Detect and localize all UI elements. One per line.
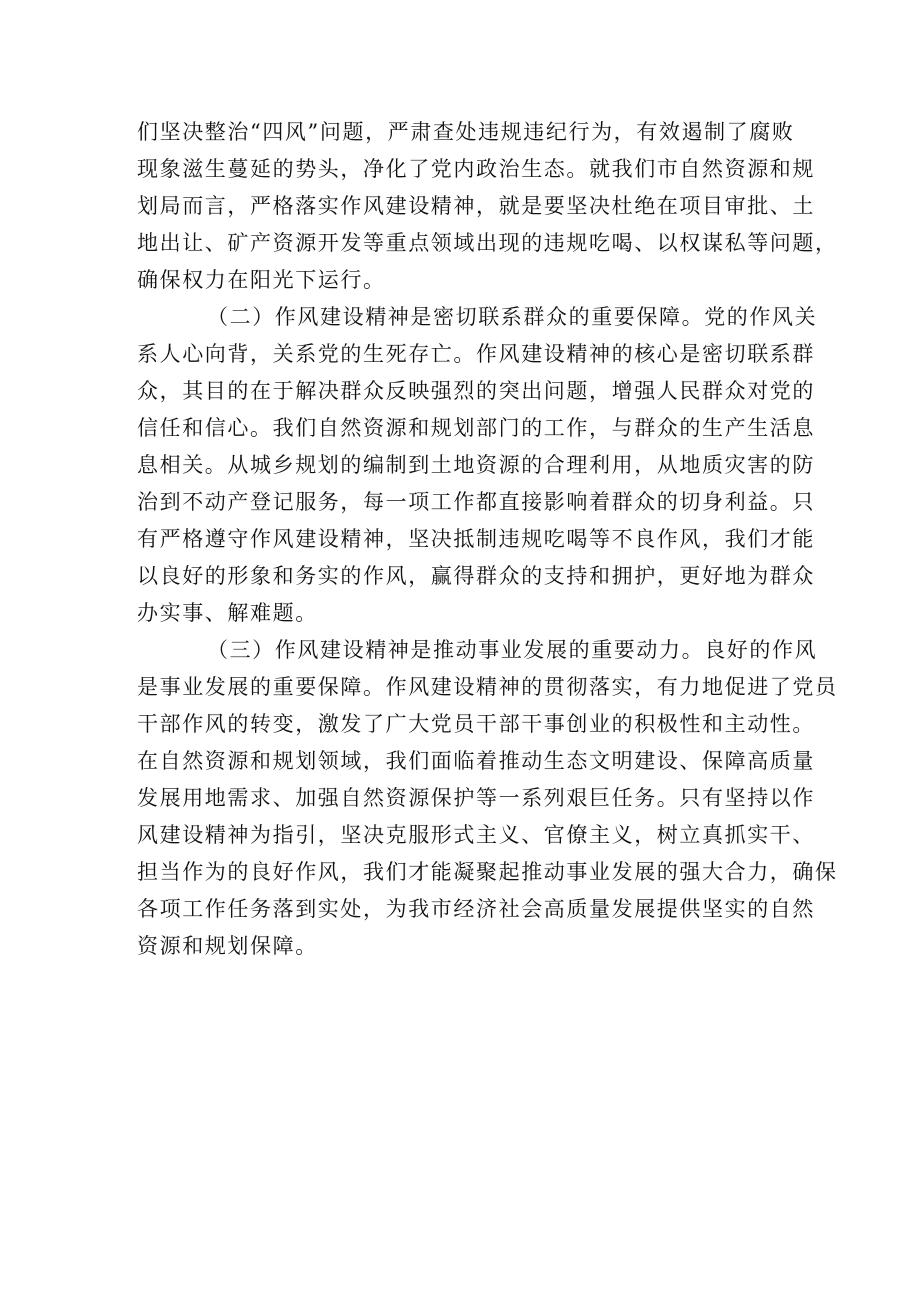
paragraph-2-line-4: 信任和信心。我们自然资源和规划部门的工作，与群众的生产生活息 xyxy=(137,416,815,440)
paragraph-3-line-1: （三）作风建设精神是推动事业发展的重要动力。良好的作风 xyxy=(207,638,818,662)
paragraph-2-line-8: 以良好的形象和务实的作风，赢得群众的支持和拥护，更好地为群众 xyxy=(137,564,815,588)
paragraph-1-line-1: 们坚决整治“四风”问题，严肃查处违规违纪行为，有效遏制了腐败 xyxy=(137,120,795,144)
paragraph-1-line-4: 地出让、矿产资源开发等重点领域出现的违规吃喝、以权谋私等问题， xyxy=(137,231,838,255)
paragraph-3-line-4: 在自然资源和规划领域，我们面临着推动生态文明建设、保障高质量 xyxy=(137,749,815,773)
paragraph-2-line-2: 系人心向背，关系党的生死存亡。作风建设精神的核心是密切联系群 xyxy=(137,342,815,366)
document-body xyxy=(137,114,838,965)
paragraph-3-line-7: 担当作为的良好作风，我们才能凝聚起推动事业发展的强大合力，确保 xyxy=(137,860,838,884)
paragraph-3-line-5: 发展用地需求、加强自然资源保护等一系列艰巨任务。只有坚持以作 xyxy=(137,786,815,810)
paragraph-2-line-3: 众，其目的在于解决群众反映强烈的突出问题，增强人民群众对党的 xyxy=(137,379,815,403)
paragraph-3-line-6: 风建设精神为指引，坚决克服形式主义、官僚主义，树立真抓实干、 xyxy=(137,823,815,847)
paragraph-1-line-3: 划局而言，严格落实作风建设精神，就是要坚决杜绝在项目审批、土 xyxy=(137,194,815,218)
paragraph-3-line-8: 各项工作任务落到实处，为我市经济社会高质量发展提供坚实的自然 xyxy=(137,897,815,921)
paragraph-3-line-9: 资源和规划保障。 xyxy=(137,934,318,958)
paragraph-2-line-7: 有严格遵守作风建设精神，坚决抵制违规吃喝等不良作风，我们才能 xyxy=(137,527,815,551)
paragraph-3-line-3: 干部作风的转变，激发了广大党员干部干事创业的积极性和主动性。 xyxy=(137,712,815,736)
paragraph-3-line-2: 是事业发展的重要保障。作风建设精神的贯彻落实，有力地促进了党员 xyxy=(137,675,838,699)
paragraph-2-line-6: 治到不动产登记服务，每一项工作都直接影响着群众的切身利益。只 xyxy=(137,490,815,514)
paragraph-1-line-2: 现象滋生蔓延的势头，净化了党内政治生态。就我们市自然资源和规 xyxy=(137,157,815,181)
paragraph-2-line-9: 办实事、解难题。 xyxy=(137,601,318,625)
paragraph-2-line-1: （二）作风建设精神是密切联系群众的重要保障。党的作风关 xyxy=(207,305,818,329)
paragraph-2-line-5: 息相关。从城乡规划的编制到土地资源的合理利用，从地质灾害的防 xyxy=(137,453,815,477)
paragraph-1-line-5: 确保权力在阳光下运行。 xyxy=(137,268,386,292)
